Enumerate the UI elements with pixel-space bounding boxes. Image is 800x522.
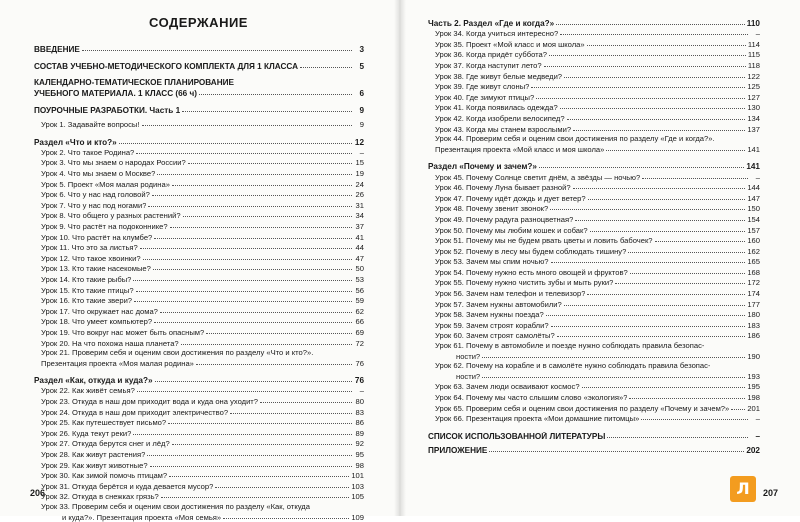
toc-entry-page: 105 [351, 492, 364, 502]
toc-entry-page: – [755, 29, 760, 39]
toc-leader-dots [133, 273, 352, 281]
toc-leader-dots [181, 337, 352, 345]
toc-leader-dots [140, 241, 352, 249]
toc-entry-page: 53 [355, 274, 364, 284]
toc-entry-title: Урок 45. Почему Солнце светит днём, а звёзды — ночью? [435, 173, 641, 182]
toc-section-heading [428, 445, 760, 455]
toc-entry-page: 180 [747, 310, 760, 320]
toc-entry-title: Урок 32. Откуда в снежках грязь? [41, 493, 159, 502]
toc-entry-page: 103 [351, 481, 364, 491]
toc-entry-title: Урок 36. Когда придёт суббота? [435, 51, 547, 60]
toc-leader-dots [551, 255, 746, 263]
toc-entry-page: 89 [355, 428, 364, 438]
toc-leader-dots [573, 181, 746, 189]
toc-entry-page: 19 [355, 169, 364, 178]
toc-leader-dots [82, 43, 352, 51]
toc-leader-dots [161, 490, 350, 498]
toc-leader-dots [153, 262, 352, 270]
left-page [0, 0, 397, 522]
toc-entry-page: 41 [355, 232, 364, 242]
toc-leader-dots [188, 156, 352, 164]
toc-entry-title: Часть 2. Раздел «Где и когда?» [428, 19, 555, 28]
toc-leader-dots [629, 391, 745, 399]
toc-entry-page: 72 [355, 338, 364, 348]
toc-entry-page: 44 [355, 243, 364, 253]
toc-entry-title: Урок 66. Презентация проекта «Мои домашние питомцы» [435, 415, 640, 424]
toc-entry-title: Урок 56. Зачем нам телефон и телевизор? [435, 290, 586, 299]
toc-entry-title: Урок 54. Почему нужно есть много овощей и фруктов? [435, 268, 628, 277]
toc-entry-title: Урок 30. Как зимой помочь птицам? [41, 472, 168, 481]
toc-entry-title: Урок 58. Зачем нужны поезда? [435, 311, 544, 320]
toc-entry-page: 9 [359, 120, 364, 130]
toc-leader-dots [142, 118, 352, 126]
toc-entry-title: Урок 55. Почему нужно чистить зубы и мыть руки? [435, 279, 614, 288]
toc-leader-dots [590, 224, 746, 232]
toc-entry-page: 69 [355, 327, 364, 337]
toc-leader-dots [588, 192, 746, 200]
toc-leader-dots [655, 234, 746, 242]
toc-leader-dots [199, 87, 352, 95]
toc-entry-title: КАЛЕНДАРНО-ТЕМАТИЧЕСКОЕ ПЛАНИРОВАНИЕ [34, 78, 234, 88]
toc-entry-title: Урок 5. Проект «Моя малая родина» [41, 180, 170, 189]
toc-entry-page: 144 [747, 183, 760, 193]
toc-entry-page: 193 [747, 371, 760, 381]
toc-leader-dots [157, 167, 352, 175]
toc-leader-dots [560, 101, 746, 109]
toc-entry-title: Урок 2. Что такое Родина? [41, 148, 135, 157]
toc-leader-dots [531, 80, 745, 88]
toc-leader-dots [564, 70, 745, 78]
toc-section-heading [34, 44, 364, 54]
toc-entry-page: 157 [747, 225, 760, 235]
toc-entry-page: 162 [747, 246, 760, 256]
toc-entry-page: 186 [747, 331, 760, 341]
toc-entry-title: Раздел «Как, откуда и куда?» [34, 376, 153, 386]
toc-entry-title: Урок 7. Что у нас под ногами? [41, 201, 147, 210]
toc-leader-dots [300, 60, 352, 68]
toc-entry-page: 174 [747, 289, 760, 299]
toc-entry-title: Урок 65. Проверим себя и оценим свои достижения по разделу «Почему и зачем?» [435, 404, 730, 413]
toc-entry-page: 15 [355, 158, 364, 168]
toc-leader-dots [615, 276, 745, 284]
toc-entry-page: 114 [747, 39, 760, 49]
toc-entry [428, 124, 760, 135]
toc-entry-page: 165 [747, 257, 760, 267]
toc-entry-page: 134 [747, 113, 760, 123]
toc-entry-title: Презентация проекта «Моя малая родина» [41, 359, 194, 368]
toc-entry-title: Урок 13. Кто такие насекомые? [41, 265, 151, 274]
toc-leader-dots [582, 380, 746, 388]
toc-entry-page: 127 [747, 92, 760, 102]
toc-entry-title: УЧЕБНОГО МАТЕРИАЛА. 1 КЛАСС (66 ч) [34, 88, 197, 98]
toc-entry-page: 80 [355, 397, 364, 407]
toc-entry-page: 86 [355, 418, 364, 428]
toc-entry-title: Урок 23. Откуда в наш дом приходит вода и куда она уходит? [41, 398, 259, 407]
toc-leader-dots [607, 430, 748, 438]
toc-leader-dots [133, 427, 352, 435]
toc-leader-dots [546, 308, 746, 316]
toc-leader-dots [150, 459, 352, 467]
toc-entry-title: Урок 48. Почему звенит звонок? [435, 205, 549, 214]
toc-entry-page: – [755, 414, 760, 424]
toc-entry-page: 59 [355, 296, 364, 306]
toc-entry-page: 160 [747, 236, 760, 246]
toc-entry-page: 66 [355, 317, 364, 327]
toc-entry-title: Урок 47. Почему идёт дождь и дует ветер? [435, 194, 586, 203]
toc-entry [34, 358, 364, 369]
toc-entry-page: 177 [747, 299, 760, 309]
toc-entry-title: Урок 39. Где живут слоны? [435, 83, 530, 92]
toc-leader-dots [206, 326, 352, 334]
toc-entry-page: 37 [355, 221, 364, 231]
toc-entry-page: 76 [355, 358, 364, 368]
toc-entry-title: Раздел «Почему и зачем?» [428, 162, 537, 172]
toc-entry-title: Урок 6. Что у нас над головой? [41, 191, 150, 200]
toc-leader-dots [136, 284, 352, 292]
toc-entry-title: Урок 15. Кто такие птицы? [41, 286, 134, 295]
toc-entry-page: 26 [355, 190, 364, 200]
toc-entry-title: Урок 16. Кто такие звери? [41, 297, 133, 306]
toc-entry [34, 512, 364, 522]
toc-leader-dots [152, 188, 352, 196]
toc-entry-page: 5 [359, 62, 364, 72]
toc-entry-page: 125 [747, 82, 760, 92]
toc-entry-title: Урок 46. Почему Луна бывает разной? [435, 184, 571, 193]
toc-entry [428, 351, 760, 362]
toc-entry-title: Урок 53. Зачем мы спим ночью? [435, 258, 549, 267]
toc-leader-dots [215, 480, 349, 488]
toc-leader-dots [315, 347, 352, 354]
toc-entry-page: 34 [355, 211, 364, 221]
toc-entry-title: Урок 4. Что мы знаем о Москве? [41, 170, 156, 178]
toc-leader-dots [712, 360, 748, 367]
toc-entry-page: 137 [747, 124, 760, 134]
page-number-left: 206 [30, 488, 46, 498]
toc-entry-page: 195 [747, 382, 760, 392]
toc-leader-dots [560, 27, 748, 35]
toc-entry-title: Урок 59. Зачем строят корабли? [435, 321, 549, 330]
toc-entry-title: Урок 20. На что похожа наша планета? [41, 339, 179, 348]
toc-entry-page: 168 [747, 267, 760, 277]
toc-entry-title: Урок 27. Откуда берутся снег и лёд? [41, 440, 170, 449]
toc-entry-page: 172 [747, 278, 760, 288]
toc-entry-title: Урок 40. Где зимуют птицы? [435, 93, 535, 102]
toc-entry-page: 31 [355, 200, 364, 210]
toc-leader-dots [260, 395, 352, 403]
toc-entry-page: 115 [747, 50, 760, 60]
toc-section-heading [34, 88, 364, 98]
toc-entry [428, 392, 760, 403]
toc-left [34, 44, 364, 522]
page-title: СОДЕРЖАНИЕ [149, 15, 248, 30]
toc-entry-title: Урок 17. Что окружает нас дома? [41, 307, 158, 316]
toc-leader-dots [155, 374, 353, 382]
toc-entry-title: Урок 43. Когда мы станем взрослыми? [435, 125, 572, 134]
toc-entry-title: Урок 38. Где живут белые медведи? [435, 72, 563, 81]
toc-entry-page: 24 [355, 179, 364, 189]
toc-entry-page: 95 [355, 450, 364, 460]
toc-leader-dots [567, 112, 746, 120]
toc-section-heading [34, 105, 364, 115]
toc-leader-dots [564, 298, 746, 306]
toc-entry-title: Урок 62. Почему на корабле и в самолёте нужно соблюдать правила безопас- [435, 362, 711, 371]
toc-leader-dots [606, 143, 745, 151]
toc-entry-page: 147 [747, 193, 760, 203]
toc-leader-dots [136, 146, 352, 154]
toc-leader-dots [119, 136, 352, 144]
toc-entry-title: СОСТАВ УЧЕБНО-МЕТОДИЧЕСКОГО КОМПЛЕКТА ДЛЯ 1 КЛАССА [34, 62, 298, 72]
toc-entry-title: Урок 28. Как живут растения? [41, 451, 146, 460]
toc-leader-dots [172, 437, 352, 445]
toc-entry-title: Урок 49. Почему радуга разноцветная? [435, 215, 574, 224]
toc-entry-title: Урок 61. Почему в автомобиле и поезде нужно соблюдать правила безопас- [435, 342, 705, 351]
toc-leader-dots [223, 511, 349, 519]
toc-right [428, 18, 760, 455]
toc-leader-dots [557, 329, 746, 337]
toc-entry-title: Урок 63. Зачем люди осваивают космос? [435, 383, 580, 392]
toc-entry-page: 76 [354, 376, 364, 386]
toc-entry-title: Урок 22. Как живёт семья? [41, 387, 135, 396]
toc-entry-title: Урок 64. Почему мы часто слышим слово «экология»? [435, 394, 628, 402]
toc-entry-title: Урок 18. Что умеет компьютер? [41, 318, 153, 327]
toc-entry-page: 202 [746, 445, 760, 455]
toc-entry-page: 141 [746, 162, 760, 172]
toc-entry-title: Раздел «Что и кто?» [34, 137, 117, 147]
toc-entry-title: Урок 3. Что мы знаем о народах России? [41, 159, 186, 168]
toc-entry-title: Урок 9. Что растёт на подоконнике? [41, 222, 168, 231]
toc-entry-page: 122 [747, 71, 760, 81]
toc-entry-page: – [755, 172, 760, 182]
toc-section-heading [34, 61, 364, 71]
toc-leader-dots [147, 448, 352, 456]
toc-entry-page: 9 [359, 105, 364, 115]
toc-entry-title: Урок 25. Как путешествует письмо? [41, 419, 167, 428]
toc-entry-page: 56 [355, 285, 364, 295]
toc-entry-title: ПОУРОЧНЫЕ РАЗРАБОТКИ. Часть 1 [34, 105, 181, 115]
toc-leader-dots [628, 245, 745, 253]
toc-entry [428, 413, 760, 424]
toc-entry-page: 3 [359, 45, 364, 54]
toc-entry-title: Урок 10. Что растёт на клумбе? [41, 233, 153, 242]
toc-leader-dots [134, 294, 352, 302]
toc-entry-title: Урок 14. Кто такие рыбы? [41, 275, 132, 284]
toc-entry-page: 150 [747, 204, 760, 214]
toc-entry-title: Урок 26. Куда текут реки? [41, 429, 132, 438]
toc-leader-dots [587, 287, 745, 295]
toc-entry-title: Урок 12. Что такое хвоинки? [41, 254, 141, 263]
toc-entry [34, 119, 364, 130]
toc-leader-dots [172, 178, 352, 186]
toc-entry-page: 62 [355, 306, 364, 316]
toc-entry-title: Урок 42. Когда изобрели велосипед? [435, 114, 565, 123]
toc-entry-title: ВВЕДЕНИЕ [34, 45, 80, 54]
right-page [403, 0, 800, 516]
toc-entry-title: и куда?». Презентация проекта «Моя семья» [62, 513, 222, 522]
toc-entry-page: 83 [355, 407, 364, 417]
toc-entry-title: Урок 19. Что вокруг нас может быть опасным? [41, 328, 205, 337]
toc-entry [428, 144, 760, 155]
toc-entry-title: Урок 57. Зачем нужны автомобили? [435, 300, 562, 309]
toc-leader-dots [236, 77, 352, 84]
toc-leader-dots [536, 91, 745, 99]
logo-letter: Л [736, 479, 750, 498]
toc-leader-dots [169, 469, 349, 477]
toc-leader-dots [556, 17, 745, 25]
toc-entry-page: 198 [747, 393, 760, 402]
toc-entry-page: 47 [355, 253, 364, 263]
toc-entry-page: 154 [747, 214, 760, 224]
toc-entry-title: Урок 8. Что общего у разных растений? [41, 212, 181, 221]
toc-entry-title: Урок 24. Откуда в наш дом приходит электричество? [41, 408, 229, 417]
toc-leader-dots [630, 266, 746, 274]
toc-leader-dots [143, 252, 352, 260]
page-number-right: 207 [762, 488, 778, 498]
toc-entry-page: 141 [747, 144, 760, 154]
toc-leader-dots [544, 59, 746, 67]
toc-section-heading [428, 431, 760, 441]
toc-leader-dots [154, 315, 352, 323]
toc-entry-title: Урок 21. Проверим себя и оценим свои достижения по разделу «Что и кто?». [41, 349, 314, 358]
toc-leader-dots [717, 133, 748, 140]
toc-leader-dots [148, 199, 352, 207]
toc-entry-title: Презентация проекта «Мой класс и моя школа» [435, 145, 605, 154]
toc-leader-dots [642, 171, 748, 179]
toc-leader-dots [575, 213, 745, 221]
toc-entry-title: ности? [456, 372, 481, 381]
toc-entry-title: СПИСОК ИСПОЛЬЗОВАННОЙ ЛИТЕРАТУРЫ [428, 431, 606, 441]
toc-entry-page: 201 [747, 403, 760, 413]
toc-entry-title: Урок 60. Зачем строят самолёты? [435, 332, 555, 341]
toc-leader-dots [641, 412, 748, 420]
toc-entry-title: Урок 44. Проверим себя и оценим свои достижения по разделу «Где и когда?». [435, 135, 715, 144]
toc-leader-dots [549, 48, 746, 56]
toc-leader-dots [182, 104, 352, 112]
toc-entry-title: Урок 29. Как живут животные? [41, 461, 148, 470]
toc-entry-title: Урок 37. Когда наступит лето? [435, 61, 542, 70]
toc-entry-title: Урок 51. Почему мы не будем рвать цветы и ловить бабочек? [435, 237, 653, 246]
toc-leader-dots [539, 160, 744, 168]
toc-entry-page: 110 [746, 19, 760, 28]
toc-leader-dots [196, 357, 352, 365]
toc-entry-page: 101 [351, 471, 364, 481]
toc-leader-dots [183, 209, 352, 217]
toc-leader-dots [551, 319, 746, 327]
toc-entry-page: 183 [747, 320, 760, 330]
toc-leader-dots [312, 501, 352, 508]
toc-entry-title: Урок 34. Когда учиться интересно? [435, 30, 559, 39]
toc-leader-dots [587, 38, 746, 46]
toc-entry-page: – [755, 431, 760, 441]
toc-entry-page: – [359, 386, 364, 396]
toc-entry-title: Урок 31. Откуда берётся и куда девается мусор? [41, 482, 214, 491]
toc-entry-title: Урок 11. Что это за листья? [41, 244, 138, 253]
toc-entry-title: Урок 50. Почему мы любим кошек и собак? [435, 226, 588, 235]
toc-leader-dots [550, 202, 745, 210]
toc-leader-dots [168, 416, 352, 424]
toc-leader-dots [230, 406, 352, 414]
toc-leader-dots [137, 384, 352, 392]
toc-entry-title: Урок 35. Проект «Мой класс и моя школа» [435, 40, 585, 49]
toc-entry-title: Урок 41. Когда появилась одежда? [435, 104, 558, 113]
toc-entry-page: 109 [351, 512, 364, 522]
toc-entry-page: 50 [355, 264, 364, 274]
toc-entry-page: 118 [747, 60, 760, 70]
toc-entry-title: Урок 52. Почему в лесу мы будем соблюдать тишину? [435, 247, 627, 256]
toc-leader-dots [160, 305, 352, 313]
toc-leader-dots [573, 123, 745, 131]
toc-entry-page: 92 [355, 439, 364, 449]
toc-leader-dots [170, 220, 352, 228]
toc-entry-title: Урок 1. Задавайте вопросы! [41, 121, 140, 130]
toc-leader-dots [482, 350, 745, 358]
toc-leader-dots [489, 444, 744, 452]
toc-entry-page: 6 [359, 88, 364, 98]
toc-entry-title: Урок 33. Проверим себя и оценим свои достижения по разделу «Как, откуда [41, 503, 310, 512]
toc-entry-page: 98 [355, 460, 364, 470]
toc-entry-title: ности? [456, 352, 481, 361]
publisher-logo-icon [730, 476, 756, 502]
toc-entry-page: – [359, 147, 364, 157]
toc-entry-page: 190 [747, 351, 760, 361]
toc-leader-dots [154, 231, 352, 239]
toc-entry-title: ПРИЛОЖЕНИЕ [428, 445, 488, 455]
toc-entry-page: 12 [354, 137, 364, 147]
toc-entry-page: 130 [747, 103, 760, 113]
toc-leader-dots [482, 370, 745, 378]
toc-leader-dots [706, 340, 748, 347]
toc-leader-dots [731, 402, 745, 410]
